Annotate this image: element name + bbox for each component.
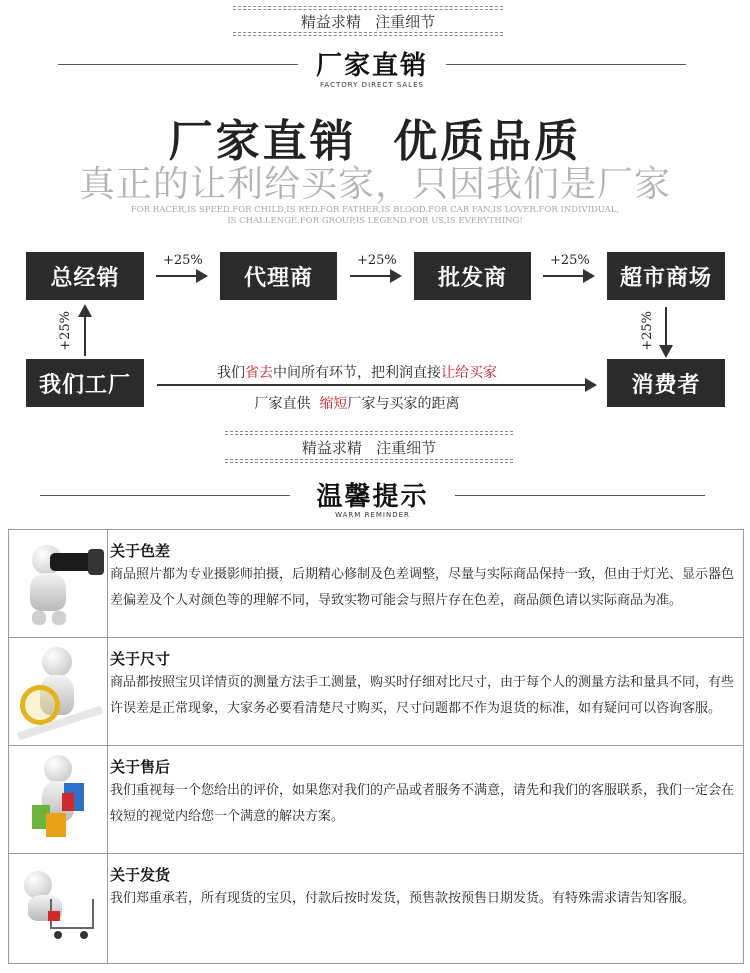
flow-node-wholesaler: 批发商 (414, 252, 531, 300)
tip-body: 商品照片都为专业摄影师拍摄，后期精心修制及色差调整，尽量与实际商品保持一致，但由于灯光、显示器色差偏差及个人对颜色等的理解不同，导致实物可能会与照片存在色差，商品颜色请以实际商品为准。 (110, 567, 735, 608)
tip-title: 关于发货 (110, 866, 171, 884)
top-banner-text: 精益求精 注重细节 (300, 13, 436, 31)
section-title-factory: 厂家直销 (315, 51, 428, 81)
tip-row (9, 530, 744, 638)
flow-node-factory: 我们工厂 (26, 359, 144, 407)
tip-title: 关于售后 (110, 758, 171, 776)
hero-title: 厂家直销 优质品质 (168, 116, 582, 167)
hero-tagline-2: IS CHALLENGE.FOR GROUP,IS LEGEND.FOR US,IS EVERYTHING! (227, 216, 523, 226)
flow-percent-3: +25% (550, 253, 590, 268)
flow-percent-5: +25% (640, 311, 655, 351)
flow-node-agent: 代理商 (220, 252, 337, 300)
flow-arrow-3 (543, 275, 593, 277)
flow-arrow-up (84, 316, 86, 356)
tips-table (8, 529, 744, 964)
flow-arrow-1 (156, 275, 206, 277)
flow-percent-1: +25% (163, 253, 203, 268)
tip-row (9, 854, 744, 964)
flow-node-supermarket: 超市商场 (607, 252, 725, 300)
shopping-person-icon (10, 747, 106, 847)
tip-row (9, 638, 744, 746)
flow-node-distributor: 总经销 (26, 252, 144, 300)
flow-caption-1: 我们省去中间所有环节，把利润直接让给买家 (217, 365, 497, 381)
flow-arrow-long (157, 384, 595, 386)
flow-arrow-2 (350, 275, 400, 277)
mid-banner-text: 精益求精 注重细节 (301, 439, 437, 457)
flow-percent-2: +25% (357, 253, 397, 268)
tip-body: 商品都按照宝贝详情页的测量方法手工测量，购买时仔细对比尺寸，由于每个人的测量方法和量具不同，有些许误差是正常现象，大家务必要看清楚尺寸购买，尺寸问题都不作为退货的标准，如有疑问可以咨询客服。 (110, 675, 735, 716)
hero-tagline-1: FOR RACER,IS SPEED.FOR CHILD,IS RED.FOR FATHER,IS BLOOD.FOR CAR FAN,IS LOVER.FOR INDIVIDUAL, (130, 205, 620, 215)
cart-person-icon (10, 855, 106, 957)
hero-subtitle: 真正的让利给买家，只因我们是厂家 (78, 164, 671, 205)
section-subtitle-factory: FACTORY DIRECT SALES (320, 81, 424, 89)
section-subtitle-reminder: WARM REMINDER (335, 511, 410, 519)
tip-body: 我们重视每一个您给出的评价，如果您对我们的产品或者服务不满意，请先和我们的客服联系，我们一定会在较短的视觉内给您一个满意的解决方案。 (110, 783, 735, 824)
tip-title: 关于尺寸 (110, 650, 171, 668)
tip-row (9, 746, 744, 854)
flow-node-consumer: 消费者 (607, 359, 725, 407)
magnifier-person-icon (10, 639, 106, 739)
flow-percent-4: +25% (58, 311, 73, 351)
tip-title: 关于色差 (110, 542, 171, 560)
camera-person-icon (10, 531, 106, 631)
tip-body: 我们郑重承若，所有现货的宝贝，付款后按时发货，预售款按预售日期发货。有特殊需求请告知客服。 (110, 891, 696, 906)
flow-arrow-down (665, 307, 667, 347)
section-title-reminder: 温馨提示 (316, 482, 429, 512)
flow-caption-2: 厂家直供 缩短厂家与买家的距离 (254, 396, 460, 412)
